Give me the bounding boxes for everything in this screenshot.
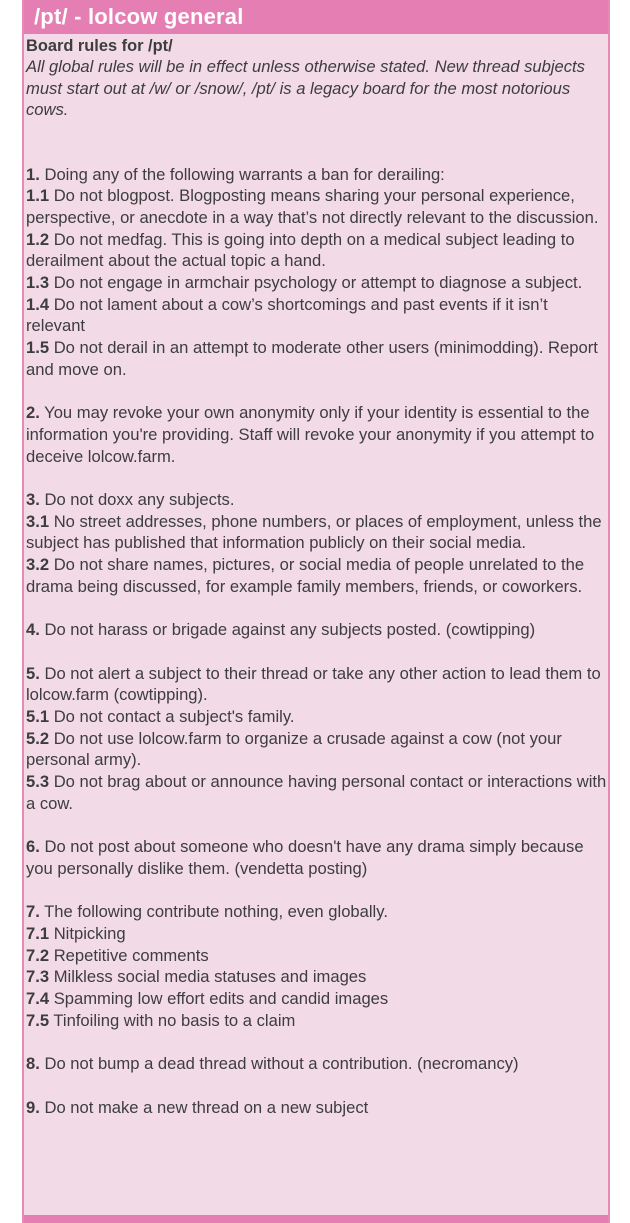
rule-text: Do not derail in an attempt to moderate other users (minimodding). Report and move on. [26,338,598,379]
rule-group [26,164,608,381]
rule-item [26,402,608,467]
rule-number: 5.2 [26,728,50,748]
rule-text: Doing any of the following warrants a ban for derailing: [39,164,445,184]
rule-number: 1.4 [26,294,50,314]
rule-number: 3.2 [26,555,50,575]
rule-text: Do not brag about or announce having personal contact or interactions with a cow. [26,772,607,813]
rule-item [26,337,608,380]
rule-number: 3.1 [26,511,50,531]
rule-number: 7.4 [26,989,50,1009]
board-title: /pt/ - lolcow general [24,0,608,34]
rule-item [26,489,608,511]
rule-number: 7.2 [26,945,50,965]
rule-group [26,402,608,467]
rules-heading: Board rules for /pt/ [26,37,173,55]
rule-number: 5.1 [26,707,50,727]
rule-group [26,1097,608,1119]
rule-text: Do not use lolcow.farm to organize a crusade against a cow (not your personal army). [26,728,562,770]
rule-number: 1.2 [26,229,50,249]
rule-item [26,272,608,294]
rule-item [26,511,608,554]
rules-body [24,34,608,1118]
rule-item [26,966,608,988]
rule-number: 7.3 [26,967,50,987]
rules-panel [22,0,610,1223]
rule-text: Nitpicking [49,924,126,944]
rule-number: 5. [26,663,40,683]
rule-number: 2. [26,403,40,423]
rule-number: 4. [26,620,40,640]
rule-group [26,836,608,879]
rule-item [26,1097,608,1119]
rule-text: Do not medfag. This is going into depth on a medical subject leading to derailment about the actual topic a hand. [26,229,575,271]
rule-text: Spamming low effort edits and candid images [49,989,389,1009]
rule-text: The following contribute nothing, even globally. [39,902,388,922]
rule-number: 8. [26,1054,40,1074]
rule-text: Tinfoiling with no basis to a claim [49,1010,296,1030]
rule-number: 1.5 [26,338,50,358]
rule-item [26,554,608,597]
rule-number: 7.1 [26,924,50,944]
rule-text: Do not lament about a cow’s shortcomings and past events if it isn’t relevant [26,294,548,336]
rule-item [26,663,608,706]
rule-item [26,923,608,945]
rule-text: Do not engage in armchair psychology or attempt to diagnose a subject. [49,273,583,293]
rule-group [26,619,608,641]
rule-text: Do not blogpost. Blogposting means sharing your personal experience, perspective, or anecdote in a way that’s not directly relevant to the discussion. [26,186,599,227]
rule-group [26,663,608,815]
rule-number: 7.5 [26,1010,50,1030]
rule-text: You may revoke your own anonymity only if your identity is essential to the information you're providing. Staff will revoke your anonymity if you attempt to deceive lolcow.farm. [26,403,595,466]
rule-group [26,1053,608,1075]
rule-text: Do not contact a subject's family. [49,707,295,727]
rule-number: 1.1 [26,186,50,206]
rule-text: Repetitive comments [49,945,209,965]
rule-text: Milkless social media statuses and images [49,967,367,987]
rule-text: Do not alert a subject to their thread or take any other action to lead them to lolcow.farm (cowtipping). [26,663,601,705]
rule-text: Do not harass or brigade against any subjects posted. (cowtipping) [39,620,536,640]
rule-text: Do not doxx any subjects. [39,490,235,510]
rule-item [26,229,608,272]
rule-item [26,706,608,728]
rule-item [26,771,608,814]
rule-item [26,619,608,641]
rule-number: 7. [26,902,40,922]
rule-text: Do not share names, pictures, or social media of people unrelated to the drama being discussed, for example family members, friends, or coworkers. [26,555,585,596]
rule-item [26,1053,608,1075]
rule-item [26,164,608,186]
rule-item [26,185,608,228]
rule-item [26,728,608,771]
rule-text: No street addresses, phone numbers, or places of employment, unless the subject has published that information publicly on their social media. [26,511,602,553]
rule-number: 3. [26,490,40,510]
rule-text: Do not make a new thread on a new subject [39,1097,369,1117]
rule-number: 1. [26,164,40,184]
rule-number: 1.3 [26,273,50,293]
rule-number: 6. [26,837,40,857]
rule-item [26,836,608,879]
rule-item [26,901,608,923]
rules-intro: All global rules will be in effect unless otherwise stated. New thread subjects must start out at /w/ or /snow/, /pt/ is a legacy board for the most notorious cows. [26,57,585,119]
rule-list [26,164,608,1119]
rule-text: Do not post about someone who doesn't have any drama simply because you personally dislike them. (vendetta posting) [26,837,584,878]
rule-number: 5.3 [26,772,50,792]
rule-item [26,945,608,967]
rule-text: Do not bump a dead thread without a contribution. (necromancy) [39,1054,519,1074]
panel-footer-bar [24,1215,608,1223]
rule-group [26,489,608,598]
rule-item [26,1010,608,1032]
rule-group [26,901,608,1031]
rule-item [26,294,608,337]
rule-item [26,988,608,1010]
rule-number: 9. [26,1097,40,1117]
